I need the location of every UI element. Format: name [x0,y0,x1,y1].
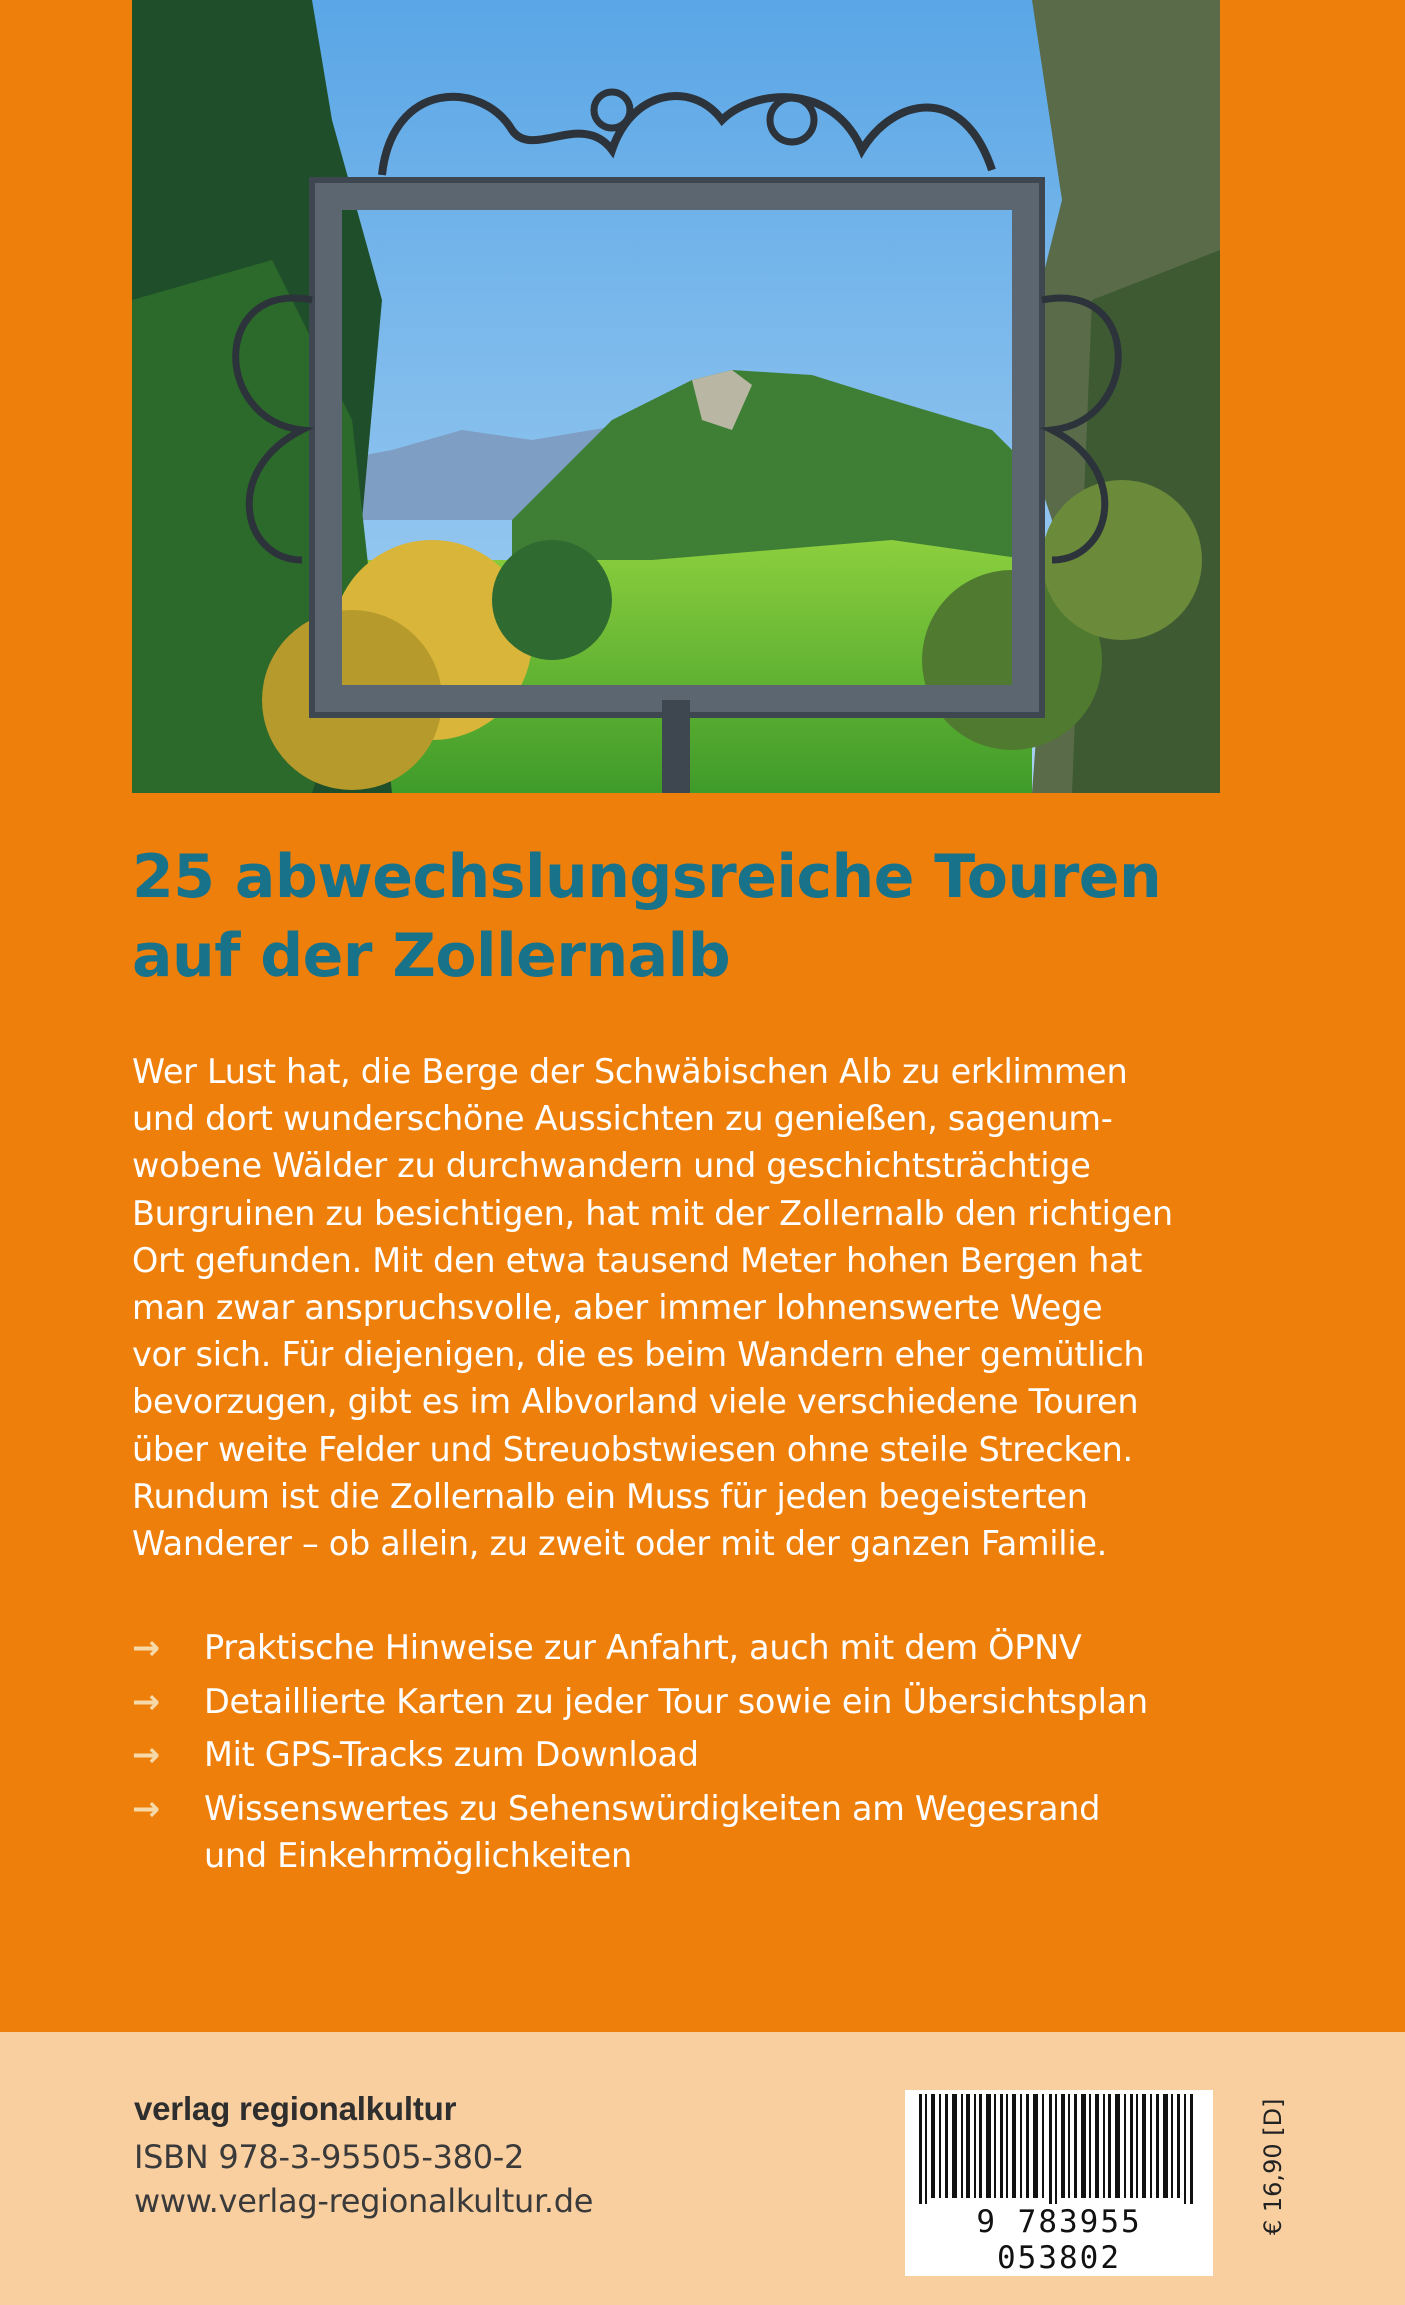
feature-item [132,1731,1232,1779]
headline-line-1: 25 abwechslungsreiche Touren [132,842,1162,912]
arrow-right-icon: → [132,1735,160,1774]
feature-item [132,1785,1232,1880]
cover-photo [132,0,1220,793]
feature-text: Wissenswertes zu Sehenswürdigkeiten am Wegesrand [204,1788,1101,1828]
footer-band [0,2032,1405,2305]
feature-item [132,1624,1232,1672]
description-line: Wanderer – ob allein, zu zweit oder mit der ganzen Familie. [132,1524,1107,1564]
headline [132,838,1272,996]
headline-line-2: auf der Zollernalb [132,921,731,991]
description-line: vor sich. Für diejenigen, die es beim Wandern eher gemütlich [132,1335,1145,1375]
description-line: und dort wunderschöne Aussichten zu genießen, sagenum- [132,1099,1113,1139]
barcode [905,2090,1213,2276]
description-line: Ort gefunden. Mit den etwa tausend Meter hohen Bergen hat [132,1240,1143,1280]
feature-text: Detaillierte Karten zu jeder Tour sowie ein Übersichtsplan [204,1681,1148,1721]
description-line: man zwar anspruchsvolle, aber immer lohnenswerte Wege [132,1288,1103,1328]
price-label: € 16,90 [D] [1259,2098,1287,2235]
arrow-right-icon: → [132,1681,160,1721]
description-line: Rundum ist die Zollernalb ein Muss für jeden begeisterten [132,1476,1088,1516]
feature-text: Mit GPS-Tracks zum Download [204,1735,699,1774]
arrow-right-icon: → [132,1788,160,1828]
description-line: Wer Lust hat, die Berge der Schwäbischen Alb zu erklimmen [132,1052,1128,1091]
feature-text: und Einkehrmöglichkeiten [204,1836,632,1875]
barcode-number: 9 783955 053802 [905,2204,1213,2276]
description-line: Burgruinen zu besichtigen, hat mit der Zollernalb den richtigen [132,1193,1173,1233]
description-line: über weite Felder und Streuobstwiesen ohne steile Strecken. [132,1429,1133,1469]
barcode-bars [905,2090,1213,2208]
description-line: wobene Wälder zu durchwandern und geschichtsträchtige [132,1146,1091,1186]
isbn-text: ISBN 978-3-95505-380-2 [134,2138,525,2176]
feature-text: Praktische Hinweise zur Anfahrt, auch mit dem ÖPNV [204,1628,1082,1667]
website-link[interactable]: www.verlag-regionalkultur.de [134,2182,594,2220]
feature-item [132,1678,1232,1726]
arrow-right-icon: → [132,1628,160,1667]
feature-list [132,1624,1232,1886]
description-paragraph [132,1048,1192,1567]
description-line: bevorzugen, gibt es im Albvorland viele verschiedene Touren [132,1382,1139,1422]
publisher-name: verlag regionalkultur [134,2090,457,2127]
landscape-illustration [132,0,1220,793]
